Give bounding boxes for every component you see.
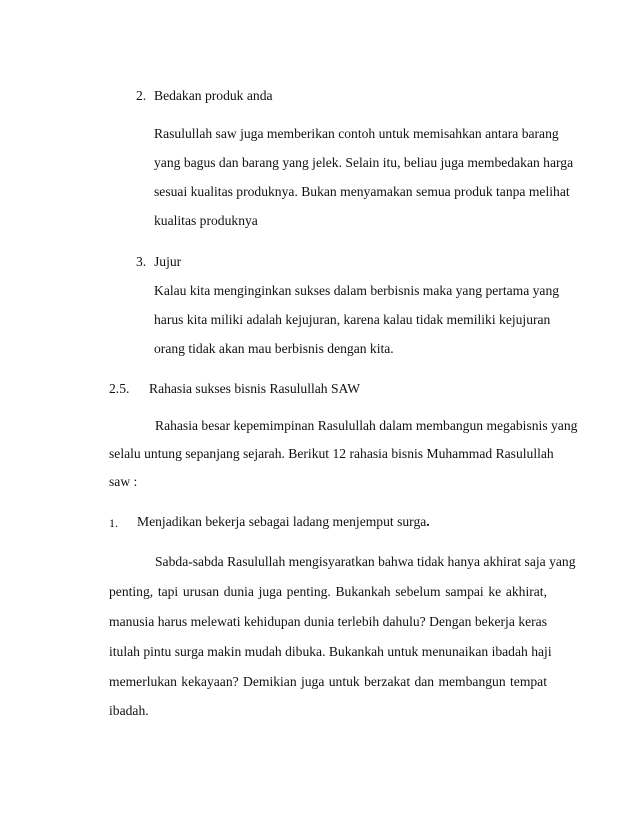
item-2-line: yang bagus dan barang yang jelek. Selain itu, beliau juga membedakan harga (154, 155, 574, 170)
item-3-line: orang tidak akan mau berbisnis dengan kita. (154, 341, 394, 356)
section-number: 2.5. (109, 381, 130, 396)
section-title: Rahasia sukses bisnis Rasulullah SAW (149, 381, 361, 396)
section-intro-line: Rahasia besar kepemimpinan Rasulullah dalam membangun megabisnis yang (155, 418, 578, 433)
point-1-period: . (426, 514, 430, 529)
point-1-line: ibadah. (109, 703, 149, 718)
point-1-line: penting, tapi urusan dunia juga penting. Bukankah sebelum sampai ke akhirat, (109, 584, 547, 599)
item-3-number: 3. (136, 254, 147, 269)
section-intro-line: saw : (109, 474, 138, 489)
item-3-line: Kalau kita menginginkan sukses dalam berbisnis maka yang pertama yang (154, 283, 560, 298)
section-intro-line: selalu untung sepanjang sejarah. Berikut 12 rahasia bisnis Muhammad Rasulullah (109, 446, 554, 461)
point-1-number: 1. (109, 516, 118, 530)
item-3-heading: Jujur (154, 254, 182, 269)
item-2-line: kualitas produknya (154, 213, 258, 228)
item-2-line: Rasulullah saw juga memberikan contoh untuk memisahkan antara barang (154, 126, 559, 141)
point-1-heading: Menjadikan bekerja sebagai ladang menjemput surga (137, 514, 427, 529)
point-1-line: itulah pintu surga makin mudah dibuka. Bukankah untuk menunaikan ibadah haji (109, 644, 552, 659)
item-2-number: 2. (136, 88, 147, 103)
point-1-line: Sabda-sabda Rasulullah mengisyaratkan bahwa tidak hanya akhirat saja yang (155, 554, 576, 569)
point-1-heading-wrap (137, 514, 430, 530)
point-1-line: memerlukan kekayaan? Demikian juga untuk berzakat dan membangun tempat (109, 674, 547, 689)
item-2-heading: Bedakan produk anda (154, 88, 273, 103)
item-2-line: sesuai kualitas produknya. Bukan menyamakan semua produk tanpa melihat (154, 184, 570, 199)
item-3-line: harus kita miliki adalah kejujuran, karena kalau tidak memiliki kejujuran (154, 312, 551, 327)
point-1-line: manusia harus melewati kehidupan dunia terlebih dahulu? Dengan bekerja keras (109, 614, 547, 629)
